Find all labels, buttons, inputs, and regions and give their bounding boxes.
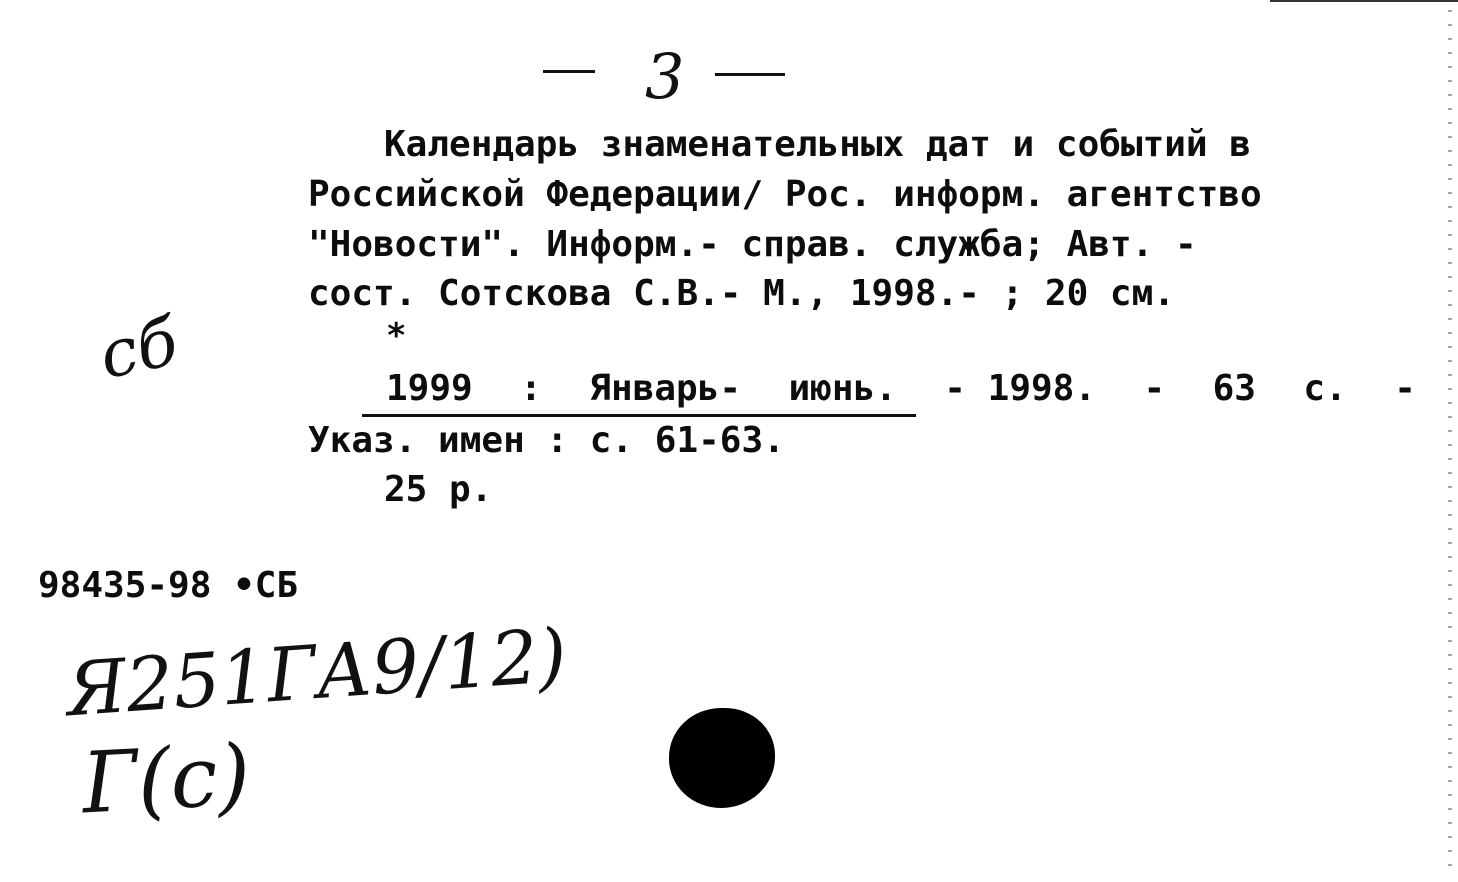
volume-months-a: Январь- (589, 368, 742, 409)
handwritten-shelf-mark-line1: Я251ГА9/12) (63, 612, 570, 734)
index-line: Указ. имен : с. 61-63. (308, 420, 785, 461)
price: 25 р. (384, 469, 493, 510)
volume-pages-unit: с. (1303, 368, 1347, 409)
punch-hole (669, 708, 775, 808)
entry-separator: * (386, 316, 407, 356)
handwritten-shelf-mark-line2: Г(с) (79, 725, 253, 833)
volume-underline (362, 414, 916, 417)
entry-line-3: "Новости". Информ.- справ. служба; Авт. - (308, 224, 1197, 265)
volume-colon: : (520, 368, 542, 409)
volume-dash: - (1143, 368, 1166, 409)
volume-trailing-dash: - (1394, 368, 1416, 409)
right-edge-perforation (1448, 10, 1452, 870)
registration-number: 98435-98 •СБ (38, 565, 299, 606)
volume-pubyear: - 1998. (944, 368, 1097, 409)
page-number: 3 (645, 40, 685, 113)
page-number-dash-right (715, 73, 785, 76)
entry-line-1: Календарь знаменательных дат и событий в (384, 124, 1251, 165)
entry-line-2: Российской Федерации/ Рос. информ. агентство (308, 174, 1262, 215)
volume-months-b: июнь. (788, 368, 897, 409)
volume-line (386, 368, 1416, 409)
volume-year: 1999 (386, 368, 473, 409)
top-edge-line (1270, 0, 1458, 2)
entry-line-4: сост. Сотскова С.В.- М., 1998.- ; 20 см. (308, 273, 1175, 314)
handwritten-margin-mark: сб (92, 302, 185, 395)
page-number-dash-left (543, 70, 595, 73)
volume-pages: 63 (1212, 368, 1256, 409)
